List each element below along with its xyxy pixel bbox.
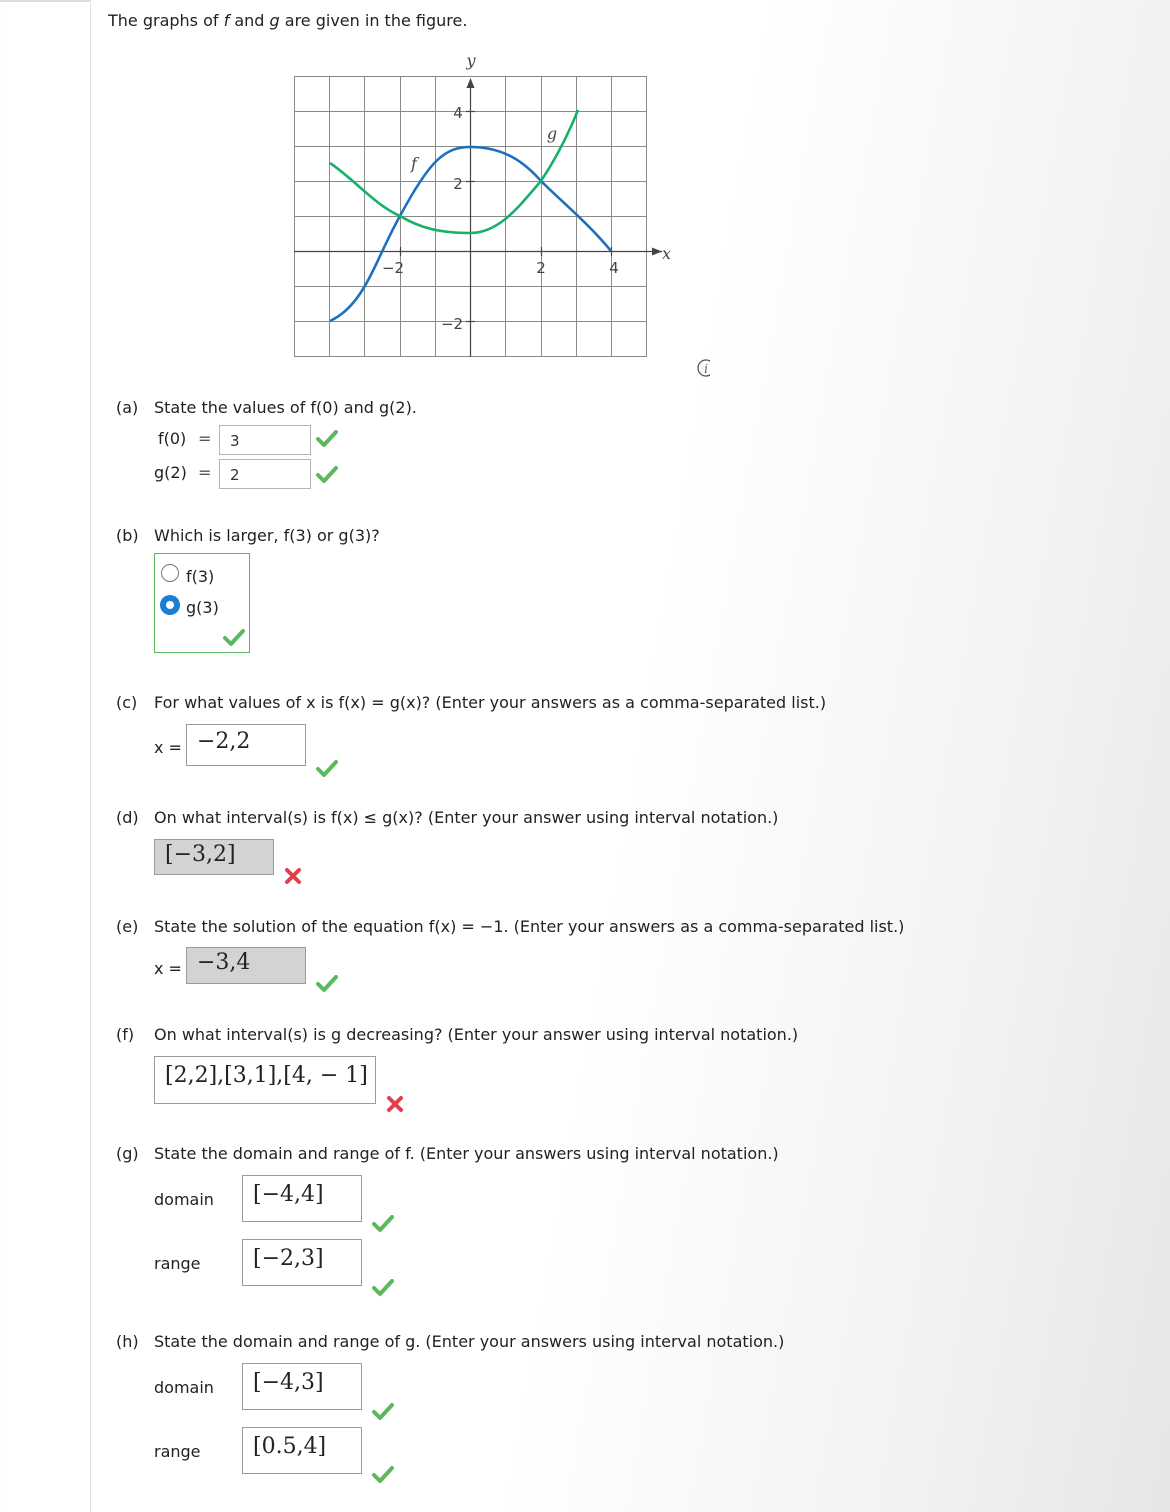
part-h-domain-label: domain	[154, 1378, 214, 1397]
part-h-range-label: range	[154, 1442, 201, 1461]
part-g-question: State the domain and range of f. (Enter your answers using interval notation.)	[154, 1144, 779, 1163]
f0-input[interactable]: 3	[219, 425, 311, 455]
part-d-cross-icon	[284, 867, 302, 885]
part-c-check-icon	[316, 760, 338, 778]
part-h-domain-check-icon	[372, 1403, 394, 1421]
radio-g3[interactable]	[160, 595, 180, 615]
part-g-label: (g)	[116, 1144, 139, 1163]
g2-equals: =	[198, 463, 212, 482]
g-curve	[330, 110, 578, 233]
f0-check-icon	[316, 430, 338, 448]
info-icon-glyph: i	[704, 362, 708, 376]
f0-equals: =	[198, 429, 212, 448]
part-h-question: State the domain and range of g. (Enter your answers using interval notation.)	[154, 1332, 785, 1351]
y-axis-label: y	[466, 51, 476, 70]
radio-g3-label: g(3)	[186, 598, 219, 617]
g2-check-icon	[316, 466, 338, 484]
part-d-question: On what interval(s) is f(x) ≤ g(x)? (Enter your answer using interval notation.)	[154, 808, 779, 827]
function-graph	[290, 45, 710, 380]
part-d-label: (d)	[116, 808, 139, 827]
part-g-range-input[interactable]: [−2,3]	[242, 1239, 362, 1286]
part-g-range-label: range	[154, 1254, 201, 1273]
part-c-question: For what values of x is f(x) = g(x)? (Enter your answers as a comma-separated list.)	[154, 693, 827, 712]
part-e-input[interactable]: −3,4	[186, 947, 306, 984]
radio-f3[interactable]	[161, 564, 179, 582]
part-f-input[interactable]: [2,2],[3,1],[4, − 1]	[154, 1056, 376, 1104]
part-b-question: Which is larger, f(3) or g(3)?	[154, 526, 380, 545]
y-tick-neg2: −2	[440, 315, 464, 333]
part-e-label: (e)	[116, 917, 139, 936]
f-curve-label: f	[411, 154, 417, 173]
part-c-label: (c)	[116, 693, 138, 712]
x-axis-arrow	[652, 248, 662, 256]
part-g-domain-label: domain	[154, 1190, 214, 1209]
part-f-question: On what interval(s) is g decreasing? (Enter your answer using interval notation.)	[154, 1025, 799, 1044]
part-e-question: State the solution of the equation f(x) = −1. (Enter your answers as a comma-separated list.)	[154, 917, 905, 936]
part-e-check-icon	[316, 975, 338, 993]
x-tick-4: 4	[609, 259, 619, 277]
g2-input[interactable]: 2	[219, 459, 311, 489]
part-h-domain-input[interactable]: [−4,3]	[242, 1363, 362, 1410]
y-tick-2: 2	[453, 175, 463, 193]
intro-text: The graphs of f and g are given in the figure.	[108, 11, 468, 30]
part-g-domain-check-icon	[372, 1215, 394, 1233]
part-e-x-label: x =	[154, 959, 182, 978]
g-curve-label: g	[546, 124, 558, 143]
part-d-input[interactable]: [−3,2]	[154, 839, 274, 875]
part-a-question: State the values of f(0) and g(2).	[154, 398, 417, 417]
part-h-range-check-icon	[372, 1466, 394, 1484]
part-c-input[interactable]: −2,2	[186, 724, 306, 766]
radio-f3-label: f(3)	[186, 567, 215, 586]
part-g-range-check-icon	[372, 1279, 394, 1297]
part-b-check-icon	[223, 629, 245, 647]
y-axis-arrow	[467, 78, 475, 88]
part-h-label: (h)	[116, 1332, 139, 1351]
part-f-cross-icon	[386, 1095, 404, 1113]
x-tick-2: 2	[536, 259, 546, 277]
part-f-label: (f)	[116, 1025, 135, 1044]
part-h-range-input[interactable]: [0.5,4]	[242, 1427, 362, 1474]
part-c-x-label: x =	[154, 738, 182, 757]
g2-label: g(2)	[154, 463, 187, 482]
x-axis-label: x	[662, 244, 672, 263]
x-tick-neg2: −2	[381, 259, 405, 277]
f0-label: f(0)	[158, 429, 187, 448]
part-g-domain-input[interactable]: [−4,4]	[242, 1175, 362, 1222]
y-tick-4: 4	[453, 104, 463, 122]
part-b-label: (b)	[116, 526, 139, 545]
part-a-label: (a)	[116, 398, 139, 417]
